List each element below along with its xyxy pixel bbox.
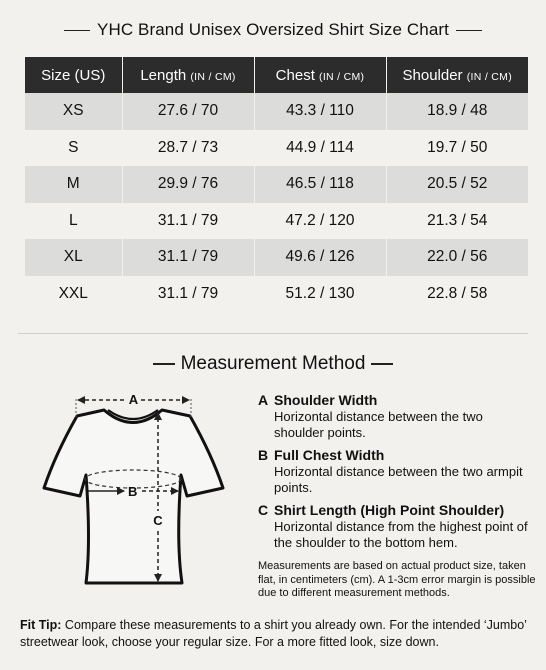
table-row: [25, 276, 528, 313]
table-row: [25, 93, 528, 130]
method-dash-right: [371, 363, 393, 365]
measurement-note: Measurements are based on actual product size, taken flat, in centimeters (cm). A 1-3cm error margin is possible due to different measurement methods.: [258, 560, 536, 599]
measurement-method-title: [0, 353, 546, 375]
cell-shoulder: 20.5 / 52: [386, 166, 528, 203]
method-dash-left: [153, 363, 175, 365]
size-table-header: [25, 57, 528, 93]
table-row: [25, 239, 528, 276]
fit-tip-text: Compare these measurements to a shirt you already own. For the intended ‘Jumbo’ streetwear look, choose your regular size. For a more fitted look, size down.: [20, 618, 527, 649]
cell-size: XS: [25, 93, 122, 130]
cell-shoulder: 19.7 / 50: [386, 130, 528, 167]
cell-shoulder: 21.3 / 54: [386, 203, 528, 240]
definition-description: Horizontal distance from the highest point of the shoulder to the bottom hem.: [274, 519, 528, 550]
cell-chest: 47.2 / 120: [254, 203, 386, 240]
column-header-unit: (IN / CM): [466, 70, 512, 83]
column-header-chest: [254, 57, 386, 93]
column-header-unit: (IN / CM): [190, 70, 236, 83]
title-dash-left: [64, 30, 90, 32]
cell-size: XL: [25, 239, 122, 276]
cell-length: 28.7 / 73: [122, 130, 254, 167]
chart-title-text: YHC Brand Unisex Oversized Shirt Size Chart: [97, 20, 449, 39]
definition-description: Horizontal distance between the two shoulder points.: [274, 409, 483, 440]
title-dash-right: [456, 30, 482, 32]
label-a: A: [128, 392, 139, 407]
cell-chest: 46.5 / 118: [254, 166, 386, 203]
cell-length: 27.6 / 70: [122, 93, 254, 130]
cell-length: 31.1 / 79: [122, 203, 254, 240]
cell-shoulder: 22.8 / 58: [386, 276, 528, 313]
size-table: [25, 57, 528, 312]
fit-tip: [20, 617, 535, 650]
column-header-label: Chest: [275, 66, 315, 84]
definition-shoulder-width: [258, 392, 528, 441]
cell-size: M: [25, 166, 122, 203]
cell-length: 29.9 / 76: [122, 166, 254, 203]
cell-chest: 44.9 / 114: [254, 130, 386, 167]
measurement-method-heading: Measurement Method: [180, 353, 366, 374]
label-c: C: [153, 513, 163, 528]
column-header-size: [25, 57, 122, 93]
cell-chest: 49.6 / 126: [254, 239, 386, 276]
column-header-label: Shoulder: [402, 66, 463, 84]
chart-title: [0, 20, 546, 40]
definition-description: Horizontal distance between the two armpit points.: [274, 464, 523, 495]
definition-letter: A: [258, 392, 269, 408]
column-header-label: Length: [140, 66, 187, 84]
measurement-definitions: [258, 392, 528, 557]
fit-tip-label: Fit Tip:: [20, 618, 62, 632]
column-header-length: [122, 57, 254, 93]
table-row: [25, 203, 528, 240]
cell-shoulder: 18.9 / 48: [386, 93, 528, 130]
cell-shoulder: 22.0 / 56: [386, 239, 528, 276]
table-row: [25, 166, 528, 203]
label-b: B: [128, 484, 138, 499]
cell-size: S: [25, 130, 122, 167]
tshirt-diagram: [40, 383, 240, 591]
cell-size: XXL: [25, 276, 122, 313]
definition-shirt-length: [258, 502, 528, 551]
cell-chest: 51.2 / 130: [254, 276, 386, 313]
column-header-unit: (IN / CM): [319, 70, 365, 83]
definition-name: Shirt Length (High Point Shoulder): [274, 502, 505, 518]
cell-length: 31.1 / 79: [122, 276, 254, 313]
definition-name: Shoulder Width: [274, 392, 378, 408]
column-header-label: Size (US): [41, 66, 106, 84]
cell-chest: 43.3 / 110: [254, 93, 386, 130]
definition-full-chest-width: [258, 447, 528, 496]
section-divider: [18, 333, 528, 334]
cell-size: L: [25, 203, 122, 240]
table-row: [25, 130, 528, 167]
definition-letter: B: [258, 447, 269, 463]
definition-name: Full Chest Width: [274, 447, 385, 463]
column-header-shoulder: [386, 57, 528, 93]
cell-length: 31.1 / 79: [122, 239, 254, 276]
definition-letter: C: [258, 502, 269, 518]
